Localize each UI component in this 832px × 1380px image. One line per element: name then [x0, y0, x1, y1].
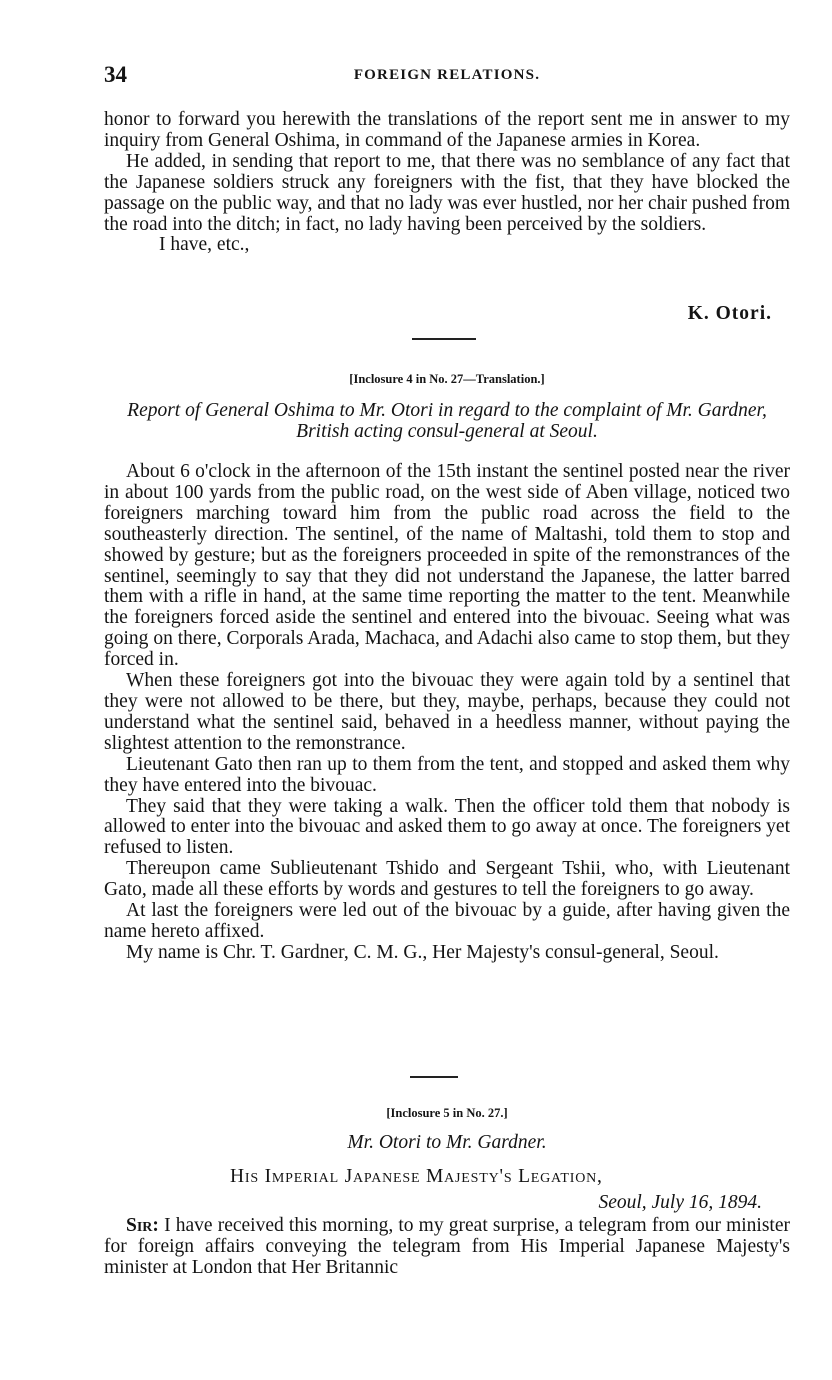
report-body	[104, 462, 790, 964]
section-divider	[412, 338, 476, 340]
date-line: Seoul, July 16, 1894.	[598, 1192, 762, 1213]
section-divider	[410, 1076, 458, 1078]
paragraph: My name is Chr. T. Gardner, C. M. G., Her Majesty's consul-general, Seoul.	[126, 941, 719, 963]
paragraph: About 6 o'clock in the afternoon of the 15th instant the sentinel posted near the river in about 100 yards from the public road, on the west side of Aben village, noticed two foreigners marching toward him from the public road across the field to the southeasterly direction. The sentinel, of the name of Maltashi, told them to stop and showed by gesture; but as the foreigners proceeded in spite of the remonstrances of the sentinel, seemingly to say that they did not understand the Japanese, the latter barred them with a rifle in hand, at the same time reporting the matter to the tent. Meanwhile the foreigners forced aside the sentinel and entered into the bivouac. Seeing what was going on there, Corporals Arada, Machaca, and Adachi also came to stop them, but they forced in.	[104, 461, 790, 671]
paragraph: When these foreigners got into the bivouac they were again told by a sentinel that they were not allowed to be there, but they, maybe, perhaps, because they could not understand what the sentinel said, behaved in a heedless manner, without paying the slightest attention to the remonstrance.	[104, 670, 790, 754]
paragraph: He added, in sending that report to me, that there was no semblance of any fact that the Japanese soldiers struck any foreigners with the fist, that they have blocked the passage on the public way, and that no lady was ever hustled, nor her chair pushed from the road into the ditch; in fact, no lady having been perceived by the soldiers.	[104, 150, 790, 235]
paragraph: Lieutenant Gato then ran up to them from the tent, and stopped and asked them why they have entered into the bivouac.	[104, 753, 790, 796]
closing: I have, etc.,	[159, 234, 250, 256]
letter-body	[104, 1216, 790, 1279]
report-heading: Report of General Oshima to Mr. Otori in regard to the complaint of Mr. Gardner, British acting consul-general at Seoul.	[127, 400, 767, 442]
letter-continuation	[104, 110, 790, 256]
page-header	[104, 62, 790, 92]
inclosure-label: [Inclosure 4 in No. 27—Translation.]	[349, 372, 545, 386]
signature: K. Otori.	[687, 303, 772, 324]
letter-text: I have received this morning, to my great surprise, a telegram from our minister for foreign affairs conveying the telegram from His Imperial Japanese Majesty's minister at London that Her Britannic	[104, 1215, 791, 1278]
letter-heading: Mr. Otori to Mr. Gardner.	[347, 1132, 547, 1153]
paragraph: They said that they were taking a walk. Then the officer told them that nobody is allowed to enter into the bivouac and asked them to go away at once. The foreigners yet refused to listen.	[104, 795, 790, 859]
salutation: Sir:	[126, 1215, 159, 1236]
paragraph: Thereupon came Sublieutenant Tshido and Sergeant Tshii, who, with Lieutenant Gato, made all these efforts by words and gestures to tell the foreigners to go away.	[104, 858, 790, 901]
page-number: 34	[104, 62, 127, 87]
paragraph: At last the foreigners were led out of the bivouac by a guide, after having given the name hereto affixed.	[104, 900, 790, 942]
inclosure-label: [Inclosure 5 in No. 27.]	[386, 1106, 508, 1120]
paragraph: honor to forward you herewith the translations of the report sent me in answer to my inquiry from General Oshima, in command of the Japanese armies in Korea.	[104, 109, 790, 151]
legation-line: His Imperial Japanese Majesty's Legation,	[230, 1166, 603, 1187]
running-head: FOREIGN RELATIONS.	[353, 67, 541, 83]
